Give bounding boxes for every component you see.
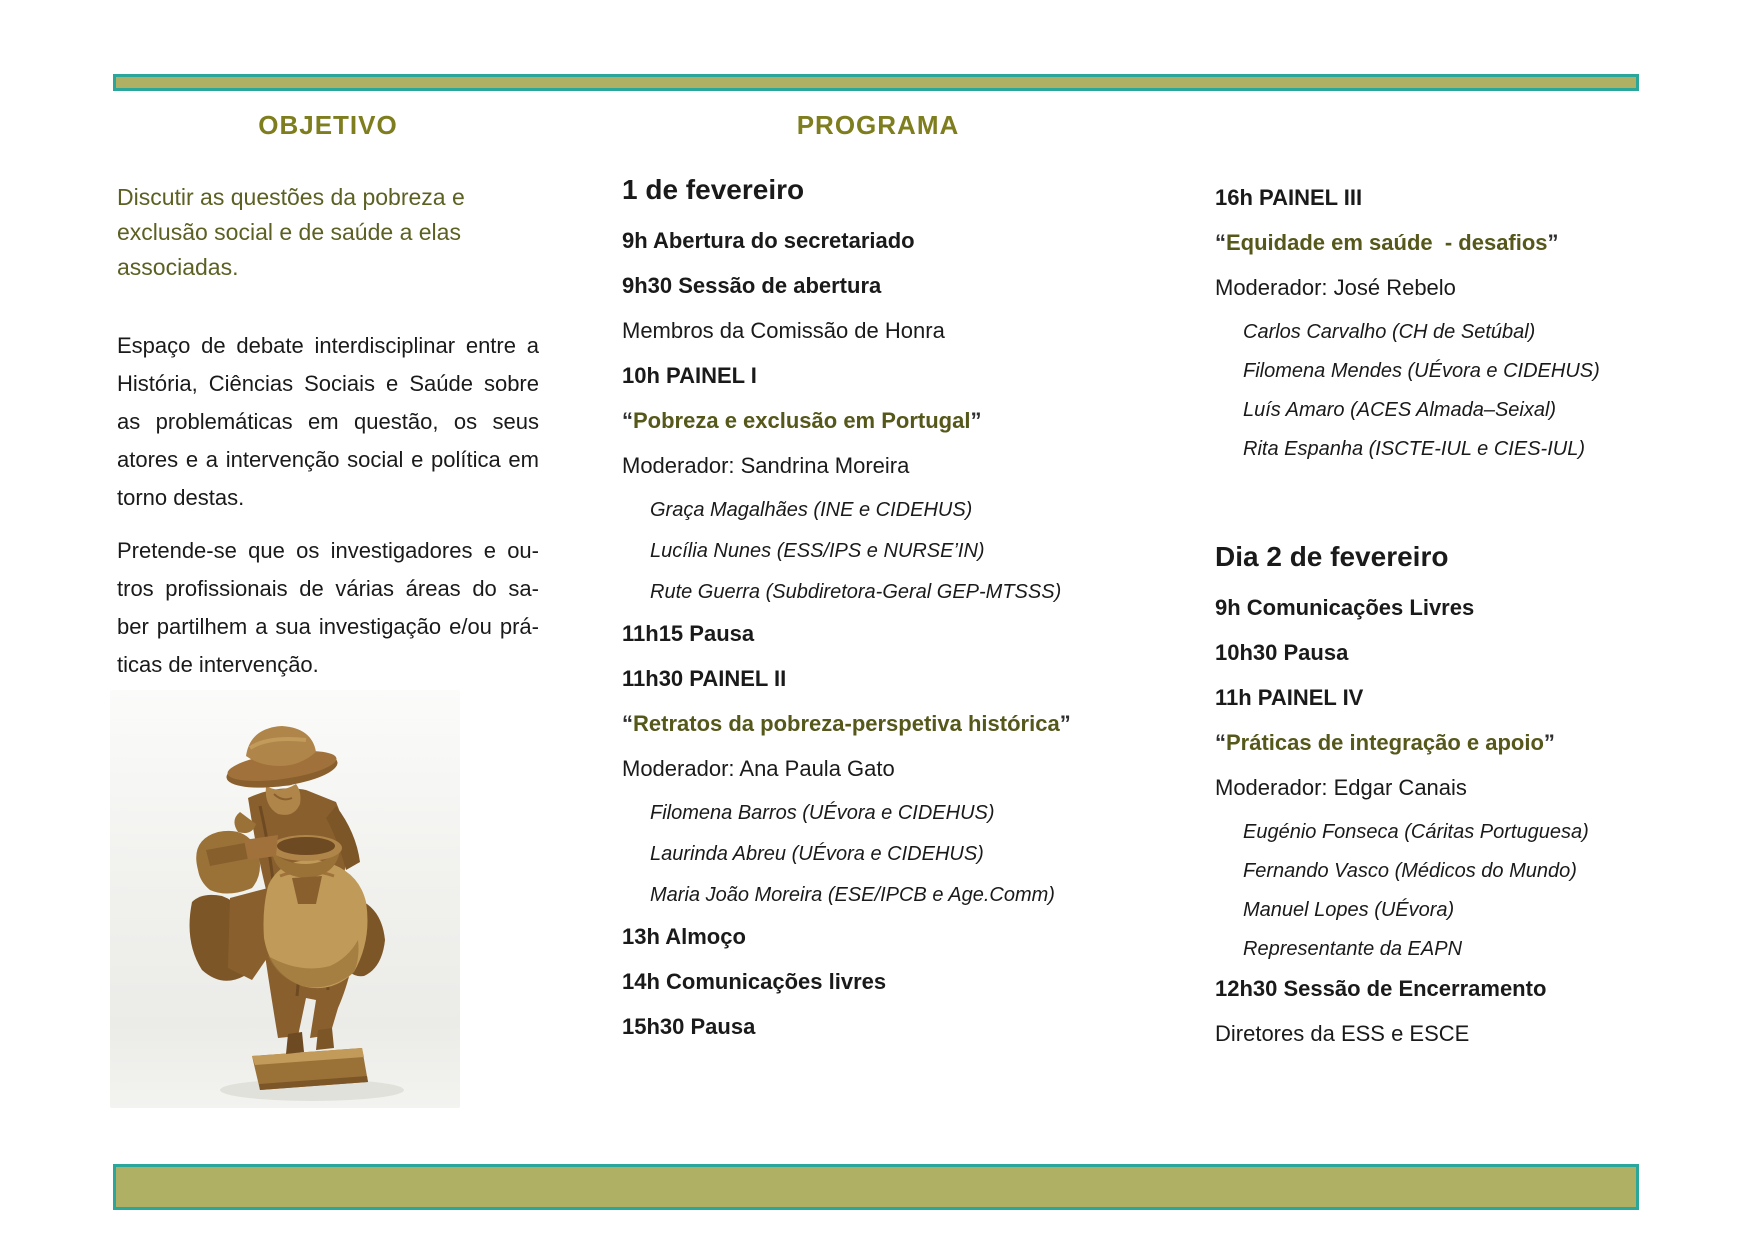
panel3-title: [1215, 230, 1645, 256]
intro-line: associadas.: [117, 254, 239, 280]
panel4-speaker: Fernando Vasco (Médicos do Mundo): [1243, 860, 1577, 882]
schedule-item: 14h Comunicações livres: [622, 969, 887, 994]
schedule-item: 11h15 Pausa: [622, 621, 755, 646]
programa-day1-section: [622, 110, 1134, 1059]
schedule-item: 11h30 PAINEL II: [622, 666, 787, 691]
schedule-item: 9h Abertura do secretariado: [622, 228, 915, 253]
panel3-moderator: Moderador: José Rebelo: [1215, 275, 1456, 300]
open-quote: “: [1215, 730, 1226, 755]
open-quote: “: [622, 408, 633, 433]
panel3-speaker: Rita Espanha (ISCTE-IUL e CIES-IUL): [1243, 438, 1585, 460]
closing-session-detail: Diretores da ESS e ESCE: [1215, 1021, 1470, 1046]
schedule-item: 11h PAINEL IV: [1215, 685, 1364, 710]
panel-title-text: Práticas de integração e apoio: [1226, 730, 1544, 755]
objetivo-section: [117, 110, 539, 1108]
schedule-item: 10h30 Pausa: [1215, 640, 1349, 665]
panel1-moderator: Moderador: Sandrina Moreira: [622, 453, 910, 478]
close-quote: ”: [1059, 711, 1071, 736]
wood-carving-beggar-illustration: [110, 690, 460, 1110]
day2-heading: Dia 2 de fevereiro: [1215, 541, 1449, 572]
panel4-title: [1215, 730, 1645, 756]
close-quote: ”: [1547, 230, 1559, 255]
open-quote: “: [1215, 230, 1226, 255]
schedule-item: Membros da Comissão de Honra: [622, 318, 945, 343]
intro-line: exclusão social e de saúde a elas: [117, 219, 461, 245]
schedule-item: 9h Comunicações Livres: [1215, 595, 1475, 620]
intro-line: Discutir as questões da pobreza e: [117, 184, 465, 210]
paragraph-line: ber partilhem a sua investigação e/ou prá-: [117, 614, 539, 639]
objetivo-paragraph-1: [117, 327, 539, 517]
panel3-day2-section: [1215, 185, 1645, 1066]
open-quote: “: [622, 711, 633, 736]
closing-session: 12h30 Sessão de Encerramento: [1215, 976, 1547, 1001]
panel1-speaker: Rute Guerra (Subdiretora-Geral GEP-MTSSS): [650, 581, 1062, 603]
objetivo-paragraph-2: [117, 532, 539, 684]
panel2-title: [622, 711, 1134, 737]
panel2-moderator: Moderador: Ana Paula Gato: [622, 756, 895, 781]
close-quote: ”: [970, 408, 982, 433]
panel3-speaker: Carlos Carvalho (CH de Setúbal): [1243, 321, 1536, 343]
paragraph-line: atores e a intervenção social e política em: [117, 447, 539, 472]
schedule-item: 9h30 Sessão de abertura: [622, 273, 882, 298]
objetivo-intro-paragraph: [117, 180, 539, 285]
paragraph-line: História, Ciências Sociais e Saúde sobre: [117, 371, 539, 396]
schedule-item: 16h PAINEL III: [1215, 185, 1363, 210]
wooden-figurine-photo: [110, 690, 460, 1108]
paragraph-line: tros profissionais de várias áreas do sa-: [117, 576, 539, 601]
spacer: [1215, 476, 1645, 541]
panel3-speaker: Filomena Mendes (UÉvora e CIDEHUS): [1243, 360, 1600, 382]
panel3-speaker: Luís Amaro (ACES Almada–Seixal): [1243, 399, 1557, 421]
top-decorative-bar: [113, 74, 1639, 91]
panel1-speaker: Graça Magalhães (INE e CIDEHUS): [650, 499, 973, 521]
panel-title-text: Retratos da pobreza-perspetiva histórica: [633, 711, 1060, 736]
close-quote: ”: [1543, 730, 1555, 755]
panel1-speaker: Lucília Nunes (ESS/IPS e NURSE’IN): [650, 540, 985, 562]
panel-title-text: Equidade em saúde - desafios: [1226, 230, 1548, 255]
paragraph-line: Espaço de debate interdisciplinar entre a: [117, 333, 539, 358]
panel4-speaker: Representante da EAPN: [1243, 938, 1463, 960]
panel2-speaker: Filomena Barros (UÉvora e CIDEHUS): [650, 802, 995, 824]
schedule-item: 10h PAINEL I: [622, 363, 757, 388]
paragraph-line: as problemáticas em questão, os seus: [117, 409, 539, 434]
paragraph-line: torno destas.: [117, 485, 245, 510]
objetivo-heading: OBJETIVO: [258, 110, 398, 140]
paragraph-line: ticas de intervenção.: [117, 652, 319, 677]
panel4-speaker: Manuel Lopes (UÉvora): [1243, 899, 1455, 921]
paragraph-line: Pretende-se que os investigadores e ou-: [117, 538, 539, 563]
day1-heading: 1 de fevereiro: [622, 174, 805, 205]
panel-title-text: Pobreza e exclusão em Portugal: [633, 408, 971, 433]
programa-heading: PROGRAMA: [796, 110, 960, 140]
panel4-moderator: Moderador: Edgar Canais: [1215, 775, 1467, 800]
panel2-speaker: Maria João Moreira (ESE/IPCB e Age.Comm): [650, 884, 1055, 906]
bottom-decorative-bar: [113, 1164, 1639, 1210]
panel1-title: [622, 408, 1134, 434]
panel2-speaker: Laurinda Abreu (UÉvora e CIDEHUS): [650, 843, 984, 865]
schedule-item: 13h Almoço: [622, 924, 746, 949]
panel4-speaker: Eugénio Fonseca (Cáritas Portuguesa): [1243, 821, 1589, 843]
schedule-item: 15h30 Pausa: [622, 1014, 756, 1039]
